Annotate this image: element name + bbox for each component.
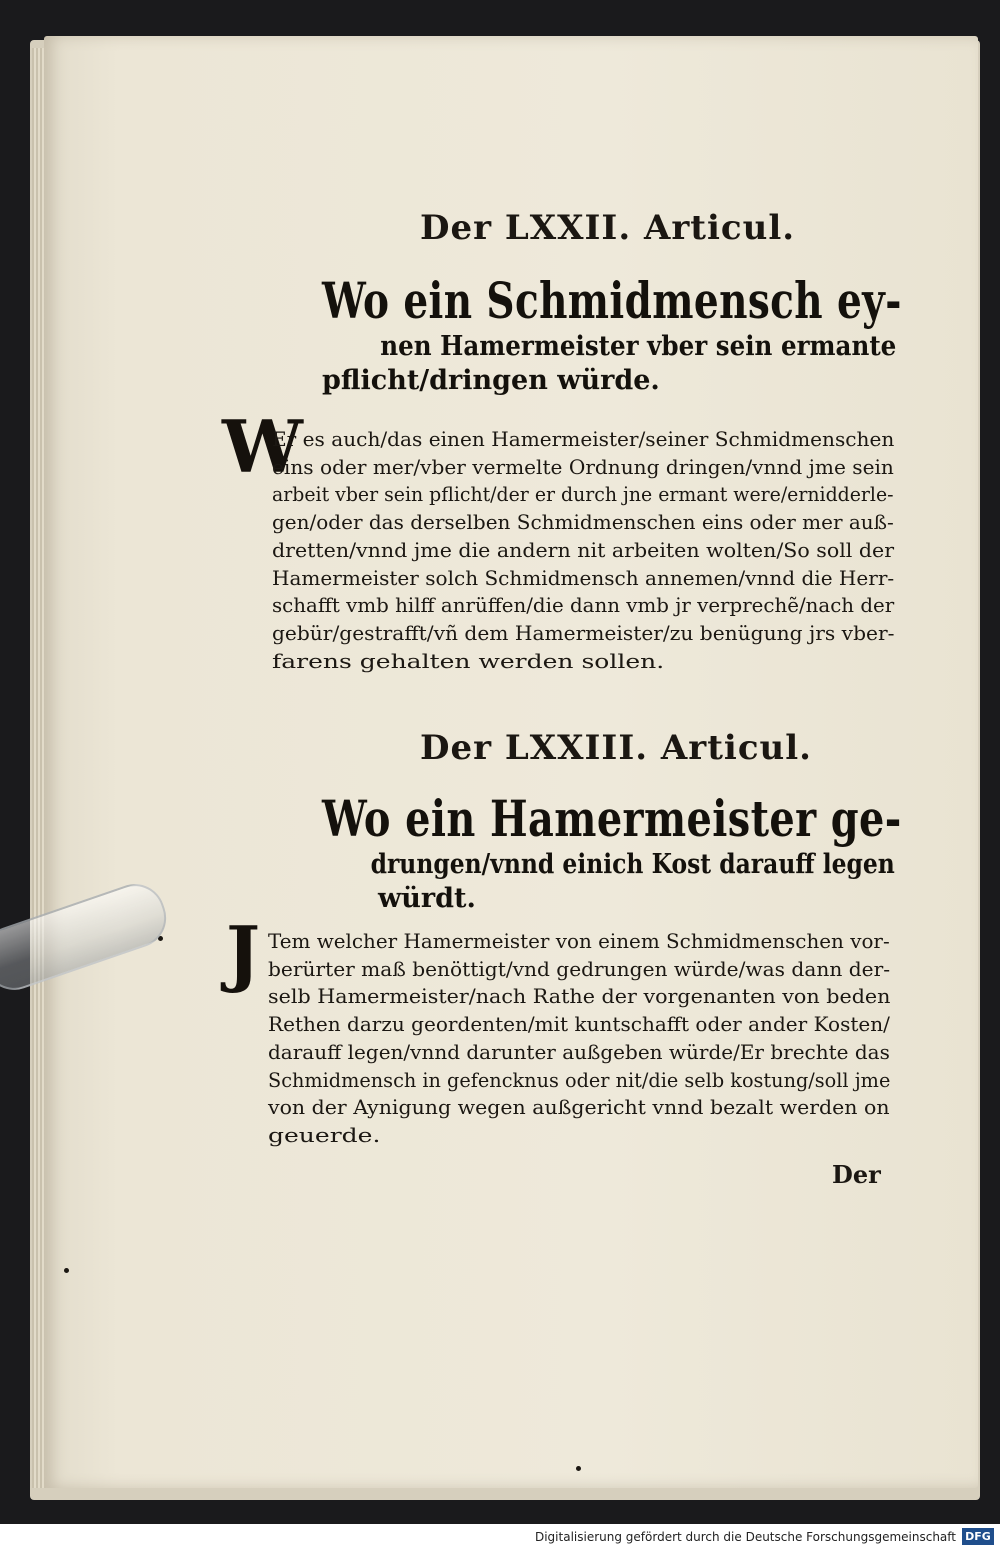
body-line: Er es auch/das einen Hamermeister/seiner Schmidmenschen: [272, 427, 895, 451]
ink-speck: [64, 1268, 69, 1273]
article-73-title: [322, 789, 902, 916]
article-73-heading: Der LXXIII. Articul.: [420, 728, 813, 768]
article-72-title: [322, 271, 902, 398]
body-line: gen/oder das derselben Schmidmenschen eins oder mer auß-: [272, 510, 894, 535]
ink-speck: [576, 1466, 581, 1471]
article-72-initial: W: [222, 404, 303, 489]
body-line: selb Hamermeister/nach Rathe der vorgenanten von beden: [268, 984, 891, 1009]
body-line: Tem welcher Hamermeister von einem Schmidmenschen vor-: [268, 929, 890, 953]
dfg-logo: DFG: [962, 1528, 994, 1545]
article-72-title-line-2: nen Hamermeister vber sein ermante: [380, 331, 897, 362]
article-73-title-line-2: drungen/vnnd einich Kost darauff legen: [370, 849, 895, 880]
article-72-body: [272, 426, 894, 675]
catchword: Der: [832, 1160, 881, 1189]
funding-notice: Digitalisierung gefördert durch die Deutsche Forschungsgemeinschaft: [534, 1530, 956, 1544]
article-73-initial: J: [226, 910, 261, 995]
body-line: schafft vmb hilff anrüffen/die dann vmb jr verprechẽ/nach der: [272, 593, 895, 618]
article-73-title-line-1: Wo ein Hamermeister ge-: [322, 789, 902, 848]
body-line: farens gehalten werden sollen.: [272, 648, 665, 673]
article-72-title-line-1: Wo ein Schmidmensch ey-: [322, 271, 902, 330]
article-72-heading: Der LXXII. Articul.: [420, 208, 796, 248]
body-line: berürter maß benöttigt/vnd gedrungen würde/was dann der-: [268, 956, 891, 981]
body-line: Rethen darzu geordenten/mit kuntschafft oder ander Kosten/: [268, 1012, 890, 1037]
body-line: darauff legen/vnnd darunter außgeben würde/Er brechte das: [268, 1039, 890, 1064]
body-line: Schmidmensch in gefencknus oder nit/die selb kostung/soll jme: [268, 1067, 891, 1092]
body-line: geuerde.: [268, 1122, 381, 1147]
body-line: dretten/vnnd jme die andern nit arbeiten wolten/So soll der: [272, 537, 895, 562]
footer-bar: [0, 1524, 1000, 1548]
body-line: von der Aynigung wegen außgericht vnnd bezalt werden on: [268, 1095, 890, 1120]
article-72-title-line-3: pflicht/dringen würde.: [322, 365, 660, 396]
article-73-title-line-3: würdt.: [378, 883, 476, 914]
body-line: eins oder mer/vber vermelte Ordnung dringen/vnnd jme sein: [272, 454, 894, 479]
body-line: gebür/gestrafft/vñ dem Hamermeister/zu benügung jrs vber-: [272, 620, 895, 645]
body-line: arbeit vber sein pflicht/der er durch jne ermant were/ernidderle-: [272, 482, 894, 507]
body-line: Hamermeister solch Schmidmensch annemen/vnnd die Herr-: [272, 565, 895, 590]
article-73-body: [268, 928, 890, 1150]
